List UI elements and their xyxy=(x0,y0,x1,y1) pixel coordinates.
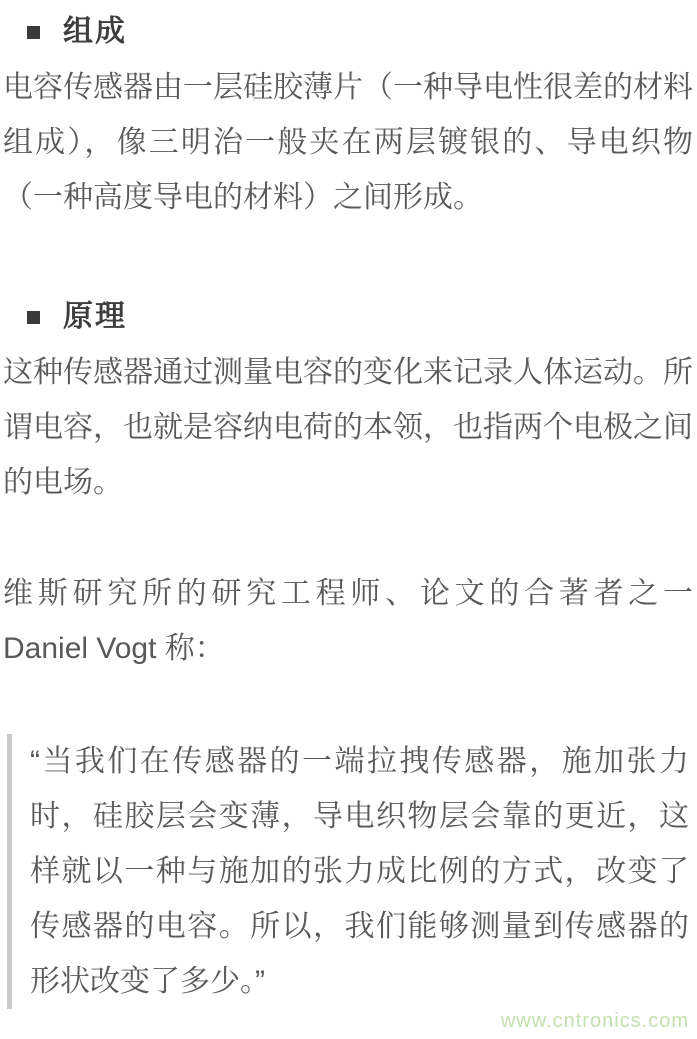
square-bullet-icon xyxy=(27,311,40,324)
paragraph-author-attribution: 维斯研究所的研究工程师、论文的合著者之一 Daniel Vogt 称： xyxy=(3,577,693,665)
paragraph-principle: 这种传感器通过测量电容的变化来记录人体运动。所谓电容，也就是容纳电荷的本领，也指两个电极之间的电场。 xyxy=(3,356,693,499)
heading-composition-label: 组成 xyxy=(63,15,127,48)
watermark-text: www.cntronics.com xyxy=(500,1010,689,1032)
heading-principle-label: 原理 xyxy=(63,300,127,333)
quote-block: “当我们在传感器的一端拉拽传感器，施加张力时，硅胶层会变薄，导电织物层会靠的更近，这样就以一种与施加的张力成比例的方式，改变了传感器的电容。所以，我们能够测量到传感器的形状改变了多少。” xyxy=(7,734,693,1009)
section-heading-composition xyxy=(27,14,697,50)
paragraph-composition: 电容传感器由一层硅胶薄片（一种导电性很差的材料组成），像三明治一般夹在两层镀银的、导电织物（一种高度导电的材料）之间形成。 xyxy=(3,71,693,214)
section-heading-principle xyxy=(27,299,697,335)
square-bullet-icon xyxy=(27,26,40,39)
